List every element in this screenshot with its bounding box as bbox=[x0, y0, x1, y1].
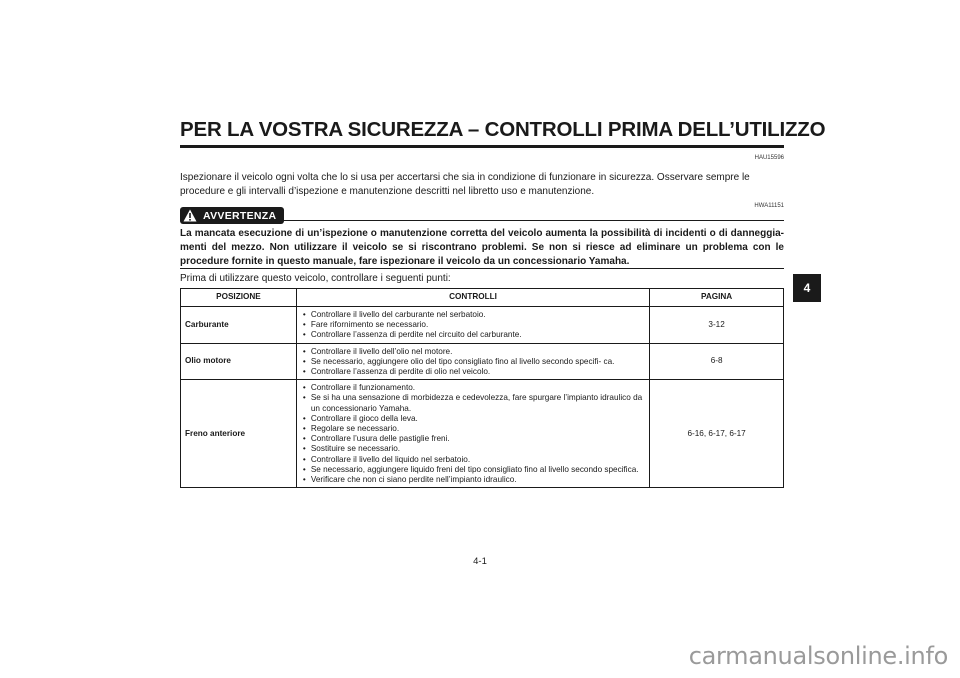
page-number: 4-1 bbox=[473, 556, 487, 567]
table-row bbox=[181, 380, 784, 488]
warning-code: HWA11151 bbox=[754, 203, 784, 209]
header-position: POSIZIONE bbox=[181, 289, 297, 307]
warning-rule bbox=[284, 220, 784, 221]
check-item: • Sostituire se necessario. bbox=[303, 444, 645, 454]
warning-triangle-icon bbox=[180, 207, 200, 224]
row-page: 6-16, 6-17, 6-17 bbox=[650, 380, 784, 488]
warning-badge bbox=[180, 207, 284, 224]
table-row bbox=[181, 343, 784, 380]
row-page: 3-12 bbox=[650, 307, 784, 344]
check-item: • Controllare il livello del liquido nel serbatoio. bbox=[303, 455, 645, 465]
header-page: PAGINA bbox=[650, 289, 784, 307]
check-item: • Controllare il gioco della leva. bbox=[303, 414, 645, 424]
check-item: • Se si ha una sensazione di morbidezza e cedevolezza, fare spurgare l’impianto idraulico da un concessionario Yamaha. bbox=[303, 393, 645, 413]
watermark: carmanualsonline.info bbox=[688, 642, 948, 670]
check-item: • Controllare l’assenza di perdite di olio nel veicolo. bbox=[303, 367, 645, 377]
intro-paragraph: Ispezionare il veicolo ogni volta che lo si usa per accertarsi che sia in condizione di funzionare in sicurezza. Osservare sempre le procedure e gli intervalli d’ispezione e manutenzione descritti nel libretto uso e manutenzione. bbox=[180, 172, 750, 197]
check-item: • Regolare se necessario. bbox=[303, 424, 645, 434]
check-item: • Se necessario, aggiungere liquido freni del tipo consigliato fino al livello secondo specifica. bbox=[303, 465, 645, 475]
check-item: • Controllare il livello del carburante nel serbatoio. bbox=[303, 310, 645, 320]
header-checks: CONTROLLI bbox=[296, 289, 649, 307]
check-item: • Controllare il livello dell’olio nel motore. bbox=[303, 347, 645, 357]
section-code: HAU15596 bbox=[754, 155, 784, 161]
row-checks bbox=[296, 380, 649, 488]
row-checks bbox=[296, 343, 649, 380]
check-item: • Controllare l’usura delle pastiglie freni. bbox=[303, 434, 645, 444]
check-item: • Verificare che non ci siano perdite nell’impianto idraulico. bbox=[303, 475, 645, 485]
row-checks bbox=[296, 307, 649, 344]
table-header-row bbox=[181, 289, 784, 307]
check-item: • Controllare il funzionamento. bbox=[303, 383, 645, 393]
row-position: Olio motore bbox=[181, 343, 297, 380]
chapter-tab: 4 bbox=[793, 274, 821, 302]
row-position: Carburante bbox=[181, 307, 297, 344]
table-row bbox=[181, 307, 784, 344]
page-title: PER LA VOSTRA SICUREZZA – CONTROLLI PRIMA DELL’UTILIZZO bbox=[180, 118, 826, 141]
checks-table bbox=[180, 288, 784, 488]
row-position: Freno anteriore bbox=[181, 380, 297, 488]
title-underline bbox=[180, 145, 784, 148]
warning-end-rule bbox=[180, 268, 784, 269]
warning-text: La mancata esecuzione di un’ispezione o manutenzione corretta del veicolo aumenta la possibilità di incidenti o di danneggia- menti del mezzo. Non utilizzare il veicolo se si riscontrano problemi. Se non si riesce ad eliminare un problema con le procedure fornite in questo manuale, fare ispezionare il veicolo da un concessionario Yamaha. bbox=[180, 228, 784, 267]
row-page: 6-8 bbox=[650, 343, 784, 380]
check-item: • Se necessario, aggiungere olio del tipo consigliato fino al livello secondo specifi- ca. bbox=[303, 357, 645, 367]
check-item: • Fare rifornimento se necessario. bbox=[303, 320, 645, 330]
table-intro: Prima di utilizzare questo veicolo, controllare i seguenti punti: bbox=[180, 273, 451, 284]
warning-label: AVVERTENZA bbox=[203, 209, 277, 222]
check-item: • Controllare l’assenza di perdite nel circuito del carburante. bbox=[303, 330, 645, 340]
